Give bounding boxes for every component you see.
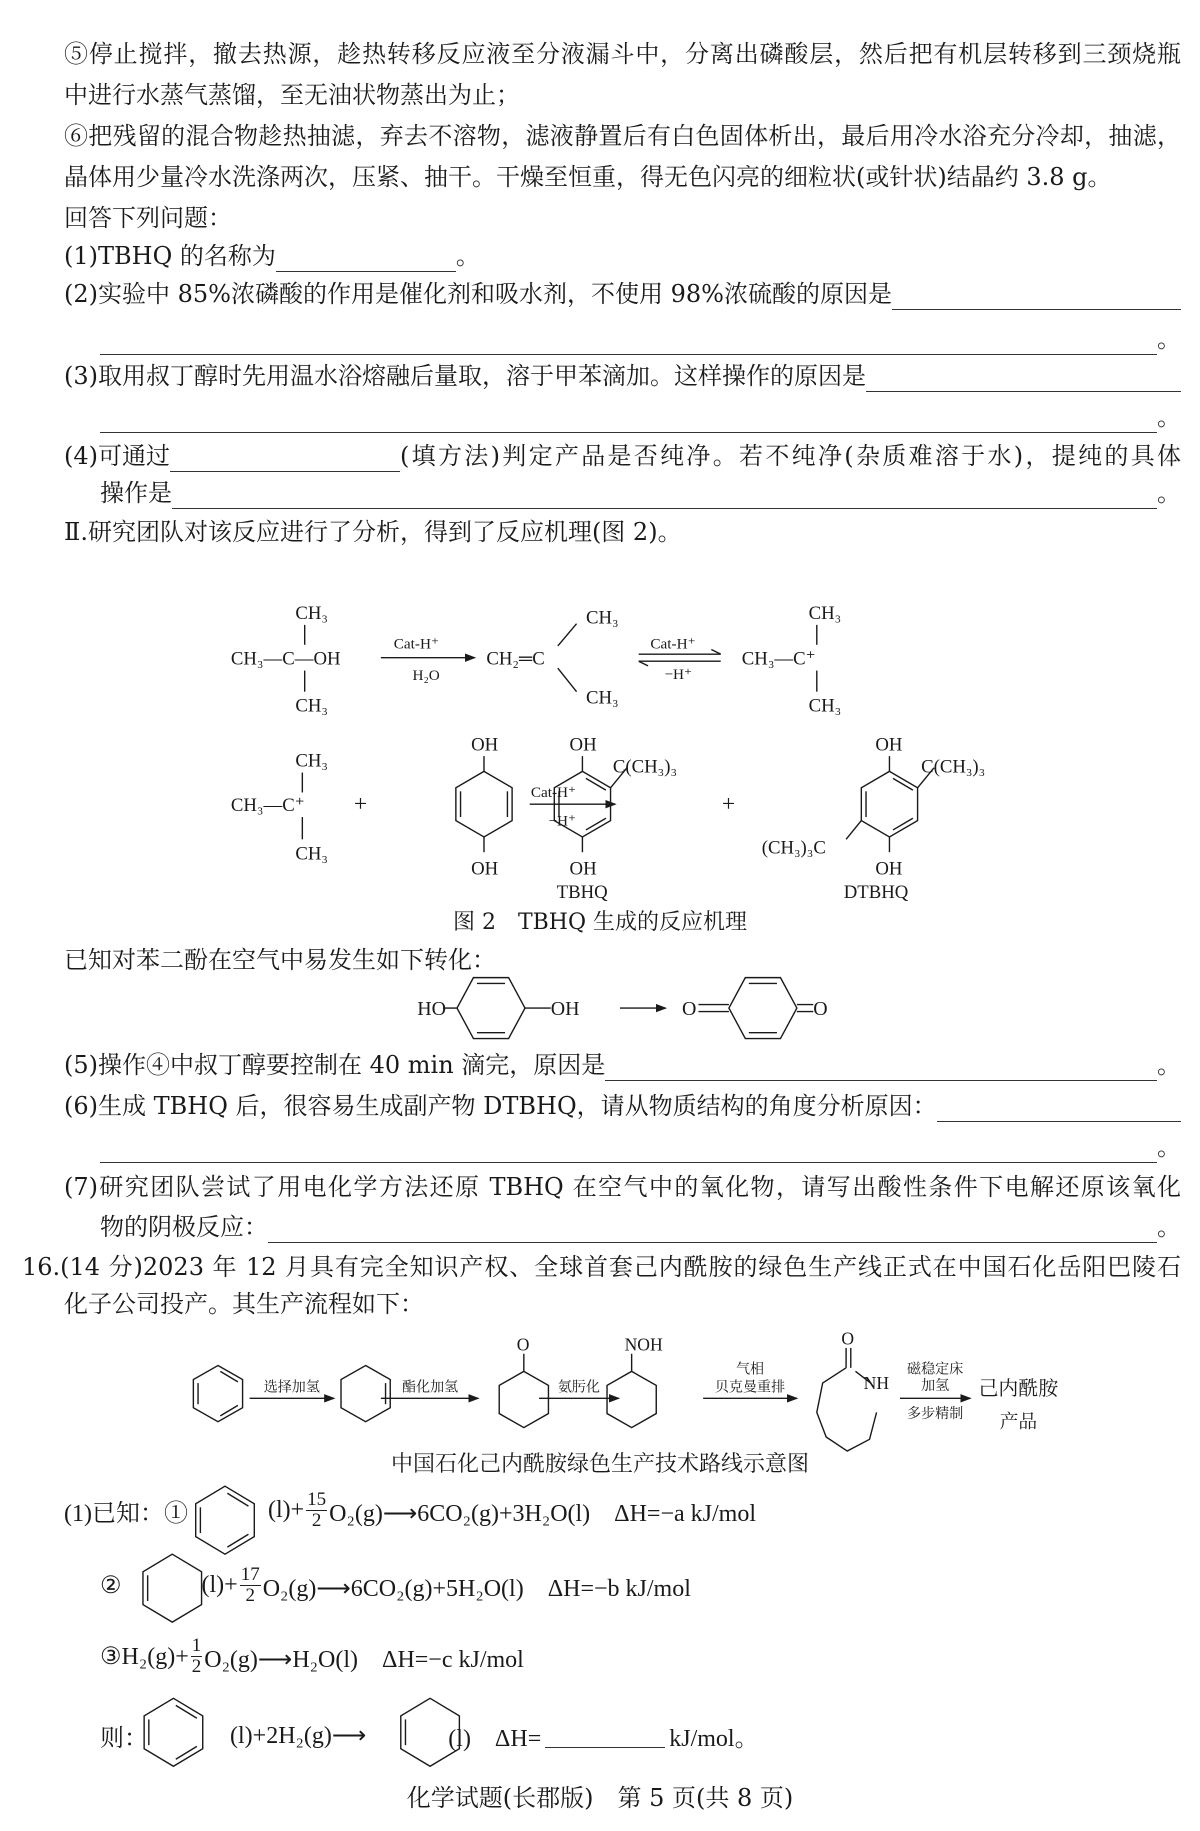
page-footer: 化学试题(长郡版) 第 5 页(共 8 页) xyxy=(406,1784,794,1812)
ch3-label: CH₃ xyxy=(585,607,619,629)
oxime-ring xyxy=(607,1354,656,1428)
cyclohexene-ring xyxy=(341,1366,390,1422)
ch3-label: CH₃ xyxy=(808,695,842,717)
period: 。 xyxy=(1157,479,1181,507)
benzene-ring xyxy=(196,1486,255,1554)
catalyst-label: Cat-H⁺ xyxy=(650,635,696,653)
q1-text: (1)TBHQ 的名称为 xyxy=(64,242,276,270)
catalyst-label: Cat-H⁺ xyxy=(530,784,577,802)
dtbhq-label: DTBHQ xyxy=(843,881,909,903)
eq2-state: (l)+ xyxy=(201,1572,238,1598)
caprolactam-ring xyxy=(817,1348,877,1451)
step6-line1: ⑥把残留的混合物趁热抽滤，弃去不溶物，滤液静置后有白色固体析出，最后用冷水浴充分冷却，抽滤， xyxy=(64,122,1181,150)
benzene-ring xyxy=(144,1698,203,1766)
period: 。 xyxy=(1157,1213,1181,1241)
oh-label: OH xyxy=(471,734,499,756)
tert-butyl-label: (CH₃)₃C xyxy=(761,837,826,859)
eq1-state: (l)+ xyxy=(267,1497,305,1523)
period: 。 xyxy=(1157,403,1181,431)
flow-caption: 中国石化己内酰胺绿色生产技术路线示意图 xyxy=(390,1452,809,1477)
minus-proton-label: −H⁺ xyxy=(664,665,693,683)
o-label: O xyxy=(841,1328,855,1349)
caprolactam-flow xyxy=(193,1328,1058,1451)
ch3-label: CH₃ xyxy=(295,695,328,717)
step-label: 酯化加氢 xyxy=(401,1379,459,1396)
q4-text-c: 操作是 xyxy=(100,479,172,507)
tert-butyl-cation: CH₃—C⁺ xyxy=(741,648,816,670)
q4-text-b: (填方法)判定产品是否纯净。若不纯净(杂质难溶于水)，提纯的具体 xyxy=(400,442,1181,470)
q4-text-a: (4)可通过 xyxy=(64,442,170,470)
q6-text: (6)生成 TBHQ 后，很容易生成副产物 DTBHQ，请从物质结构的角度分析原因： xyxy=(64,1092,937,1120)
product-label: 产品 xyxy=(999,1411,1038,1433)
ch3-label: CH₃ xyxy=(585,687,619,709)
benzene-ring xyxy=(193,1366,242,1422)
o-label: O xyxy=(813,998,828,1021)
period: 。 xyxy=(1157,1133,1181,1161)
step-label: 氨肟化 xyxy=(557,1379,600,1396)
answer-intro: 回答下列问题： xyxy=(64,204,232,232)
tert-butyl-cation: CH₃—C⁺ xyxy=(230,795,305,817)
hydroquinone-oxidation xyxy=(417,978,827,1039)
eq3-rest: O₂(g)⟶H₂O(l) ΔH=−c kJ/mol xyxy=(204,1647,524,1673)
step5-line1: ⑤停止搅拌，撤去热源，趁热转移反应液至分液漏斗中，分离出磷酸层，然后把有机层转移到三颈烧瓶 xyxy=(64,40,1181,68)
eq2-label: ② xyxy=(100,1573,122,1599)
step-label: 贝克曼重排 xyxy=(714,1379,786,1396)
water-label: H₂O xyxy=(412,666,440,684)
oh-label: OH xyxy=(550,998,580,1021)
oh-label: OH xyxy=(471,858,499,880)
q7-text-b: 物的阴极反应： xyxy=(100,1213,268,1241)
step5-line2: 中进行水蒸气蒸馏，至无油状物蒸出为止； xyxy=(64,81,520,109)
benzoquinone-ring xyxy=(729,978,797,1039)
step-label: 多步精制 xyxy=(907,1406,964,1423)
eq2-rest: O₂(g)⟶6CO₂(g)+5H₂O(l) ΔH=−b kJ/mol xyxy=(262,1576,691,1602)
period: 。 xyxy=(455,242,480,270)
ho-label: HO xyxy=(417,998,446,1021)
eq3-label: ③H₂(g)+ xyxy=(100,1644,189,1670)
ch3-label: CH₃ xyxy=(808,603,842,625)
product-label: 己内酰胺 xyxy=(978,1377,1059,1400)
step-label: 磁稳定床 xyxy=(907,1361,964,1378)
q16-line2: 化子公司投产。其生产流程如下： xyxy=(64,1290,424,1318)
fraction-17-2: $\frac{17}{2}$ xyxy=(240,1564,260,1606)
q16-line1: 16.(14 分)2023 年 12 月具有完全知识产权、全球首套己内酰胺的绿色生产线正式在中国石化岳阳巴陵石 xyxy=(22,1253,1181,1281)
q5-text: (5)操作④中叔丁醇要控制在 40 min 滴完，原因是 xyxy=(64,1051,606,1079)
eq4-product: (l) ΔH= xyxy=(448,1726,542,1752)
period: 。 xyxy=(1157,325,1181,353)
step-label: 气相 xyxy=(735,1361,765,1378)
tbhq-label: TBHQ xyxy=(556,881,608,903)
tert-butyl-label: C(CH₃)₃ xyxy=(612,756,678,778)
hydroquinone-ring xyxy=(456,756,512,852)
mechanism-row2 xyxy=(231,734,985,903)
part2-heading: Ⅱ.研究团队对该反应进行了分析，得到了反应机理(图 2)。 xyxy=(64,518,682,546)
oh-label: OH xyxy=(569,858,597,880)
noh-label: NOH xyxy=(624,1334,663,1355)
minus-proton-label: −H⁺ xyxy=(548,812,577,830)
cyclohexene-ring xyxy=(401,1698,460,1766)
step-label: 选择加氢 xyxy=(263,1379,320,1396)
period: 。 xyxy=(1157,1051,1181,1079)
question-7: (7)研究团队尝试了用电化学方法还原 TBHQ 在空气中的氧化物，请写出酸性条件下电解还原该氧化 xyxy=(64,1173,1181,1201)
mechanism-row1-bonds xyxy=(305,624,817,692)
q3-text: (3)取用叔丁醇时先用温水浴熔融后量取，溶于甲苯滴加。这样操作的原因是 xyxy=(64,362,866,390)
isobutene: CH₂═C xyxy=(486,648,545,670)
o-label: O xyxy=(516,1334,530,1355)
hydroquinone-ring xyxy=(457,978,525,1039)
o-label: O xyxy=(682,998,697,1021)
equation-structures xyxy=(143,1486,459,1766)
step6-line2: 晶体用少量冷水洗涤两次，压紧、抽干。干燥至恒重，得无色闪亮的细粒状(或针状)结晶约 3.8 g。 xyxy=(64,163,1112,191)
eq1-rest: O₂(g)⟶6CO₂(g)+3H₂O(l) ΔH=−a kJ/mol xyxy=(329,1501,757,1527)
tert-butyl-label: C(CH₃)₃ xyxy=(921,756,986,778)
ch3-label: CH₃ xyxy=(295,603,328,625)
oh-label: OH xyxy=(875,734,903,756)
step-label: 加氢 xyxy=(921,1378,950,1395)
tert-butanol: CH₃—C—OH xyxy=(230,648,341,670)
oh-label: OH xyxy=(569,734,597,756)
cyclohexene-ring xyxy=(143,1554,202,1622)
cyclohexanone-ring xyxy=(499,1354,548,1428)
eq4-label: 则： xyxy=(100,1726,148,1752)
nh-label: NH xyxy=(863,1372,890,1393)
oh-label: OH xyxy=(875,858,903,880)
q2-text: (2)实验中 85%浓磷酸的作用是催化剂和吸水剂，不使用 98%浓硫酸的原因是 xyxy=(64,280,892,308)
eq1-label: (1)已知：① xyxy=(64,1501,188,1527)
eq4-unit: kJ/mol。 xyxy=(669,1726,759,1752)
plus-sign: + xyxy=(353,791,368,818)
fraction-15-2: $\frac{15}{2}$ xyxy=(307,1489,327,1531)
fraction-1-2: $\frac{1}{2}$ xyxy=(191,1635,202,1677)
catalyst-label: Cat-H⁺ xyxy=(393,635,439,653)
figure2-caption: 图 2 TBHQ 生成的反应机理 xyxy=(452,910,748,935)
plus-sign: + xyxy=(721,791,736,818)
ch3-label: CH₃ xyxy=(295,843,328,865)
mechanism-row1 xyxy=(231,603,841,717)
eq4-reactants: (l)+2H₂(g)⟶ xyxy=(230,1723,367,1749)
ch3-label: CH₃ xyxy=(295,750,328,772)
known-text: 已知对苯二酚在空气中易发生如下转化： xyxy=(64,946,496,974)
